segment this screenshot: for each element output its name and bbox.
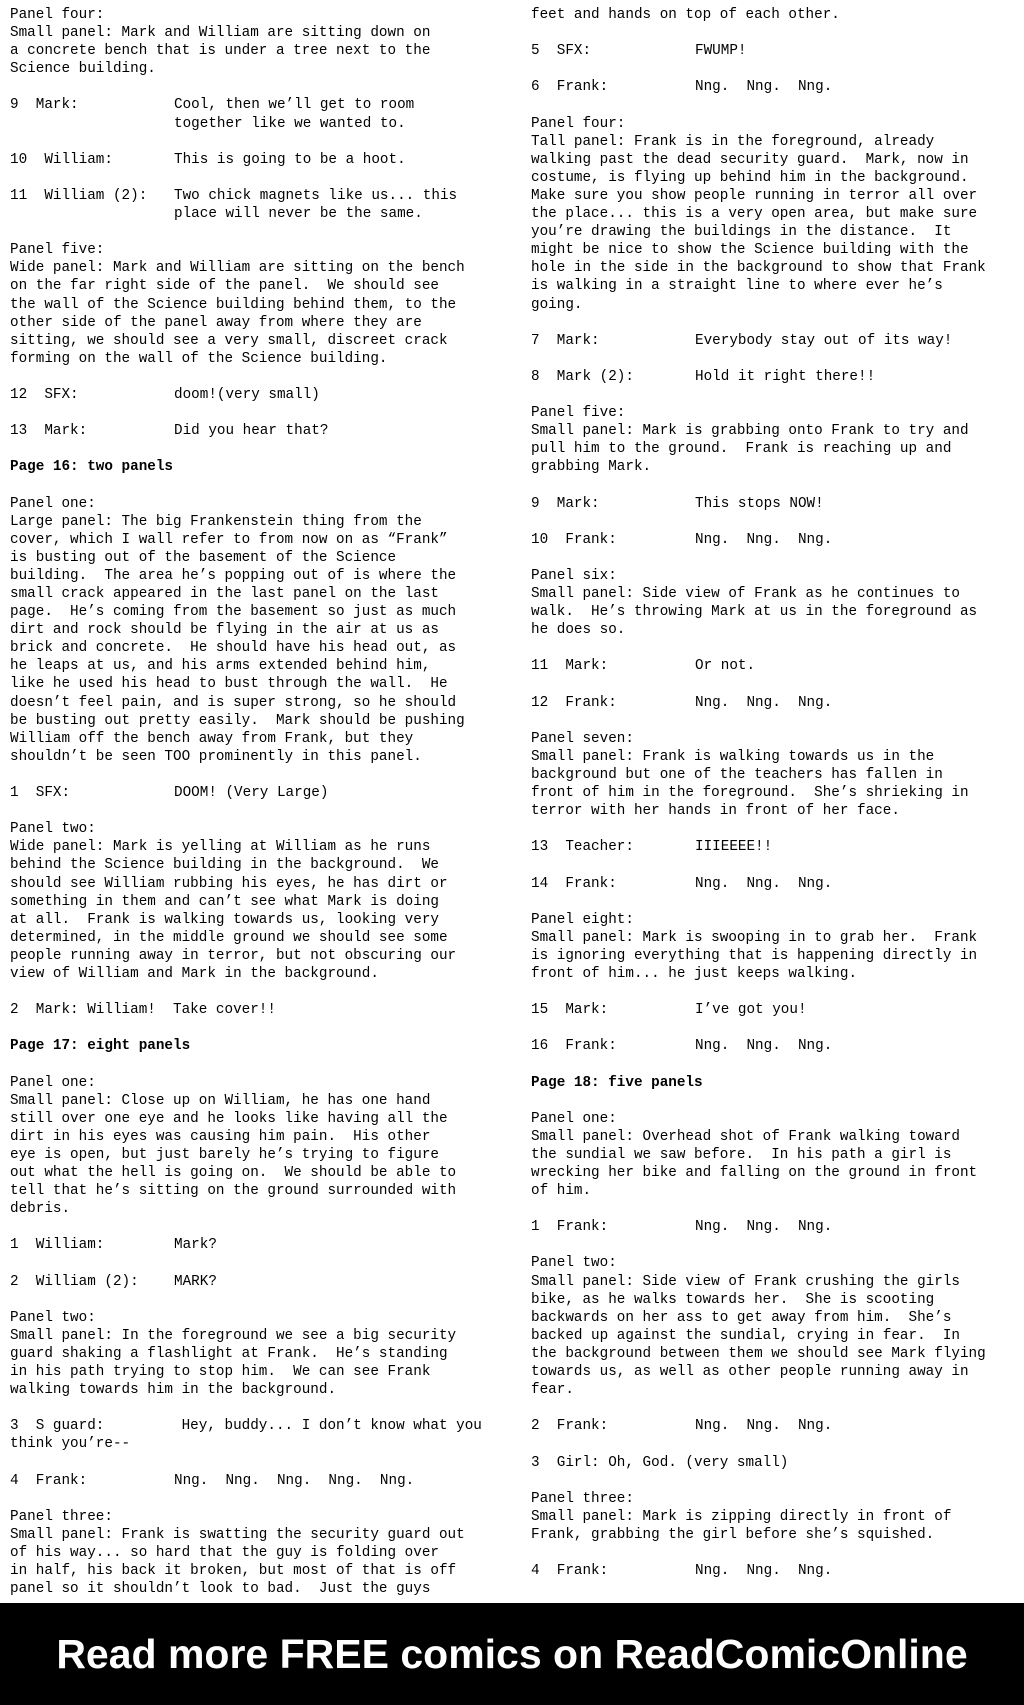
script-paragraph: Panel one: Small panel: Overhead shot of Frank walking toward the sundial we saw before. In his path a girl is wrecking her bike and falling on the ground in front of him. <box>531 1110 978 1200</box>
dialogue-line <box>531 78 1024 96</box>
speaker-label: 6 Frank: <box>531 79 609 96</box>
speaker-label: 16 Frank: <box>531 1038 617 1055</box>
speaker-label: 10 William: <box>10 151 113 168</box>
speaker-label: 2 William (2): <box>10 1273 139 1290</box>
dialogue-text: Hold it right there!! <box>695 368 876 385</box>
speaker-label: 14 Frank: <box>531 875 617 892</box>
dialogue-line <box>531 1417 1024 1435</box>
page-heading: Page 17: eight panels <box>10 1038 191 1055</box>
script-paragraph: feet and hands on top of each other. <box>531 7 840 23</box>
dialogue-text: Nng. Nng. Nng. Nng. Nng. <box>174 1472 415 1489</box>
promo-banner-text[interactable]: Read more FREE comics on ReadComicOnline <box>56 1630 968 1677</box>
script-paragraph: Panel two: Small panel: Side view of Frank crushing the girls bike, as he walks towards her. She is scooting backwards on her ass to get away from him. She’s backed up against the sundial, crying in fear. In the background between them we should see Mark flying towards us, as well as other people running away in fear. <box>531 1255 986 1399</box>
dialogue-line <box>10 1236 505 1254</box>
page-heading: Page 16: two panels <box>10 459 174 476</box>
speaker-label: 4 Frank: <box>10 1472 88 1489</box>
dialogue-text: Nng. Nng. Nng. <box>695 694 833 711</box>
dialogue-text: Everybody stay out of its way! <box>695 332 953 349</box>
dialogue-text: Two chick magnets like us... this place will never be the same. <box>174 187 458 223</box>
dialogue-line <box>531 838 1024 856</box>
dialogue-line <box>531 495 1024 513</box>
speaker-label: 2 Frank: <box>531 1418 609 1435</box>
dialogue-line <box>531 875 1024 893</box>
speaker-label: 8 Mark (2): <box>531 368 634 385</box>
promo-banner[interactable] <box>0 1603 1024 1705</box>
speaker-label: 13 Teacher: <box>531 839 634 856</box>
speaker-label: 7 Mark: <box>531 332 600 349</box>
dialogue-line <box>531 1037 1024 1055</box>
dialogue-line <box>531 694 1024 712</box>
speaker-label: 9 Mark: <box>531 495 600 512</box>
dialogue-text: doom!(very small) <box>174 386 320 403</box>
script-paragraph: Panel five: Small panel: Mark is grabbing onto Frank to try and pull him to the ground. Frank is reaching up and grabbing Mark. <box>531 405 969 476</box>
script-paragraph: Panel three: Small panel: Frank is swatting the security guard out of his way... so hard that the guy is folding over in half, his back it broken, but most of that is off panel so it shouldn’t look to bad. Just the guys <box>10 1508 465 1598</box>
dialogue-line <box>10 422 505 440</box>
dialogue-text: DOOM! (Very Large) <box>174 785 329 802</box>
dialogue-text: Nng. Nng. Nng. <box>695 531 833 548</box>
speaker-label: 9 Mark: <box>10 97 79 114</box>
dialogue-text: Nng. Nng. Nng. <box>695 79 833 96</box>
dialogue-line <box>531 368 1024 386</box>
script-paragraph: 2 Mark: William! Take cover!! <box>10 1002 276 1019</box>
dialogue-text: Nng. Nng. Nng. <box>695 1563 833 1580</box>
dialogue-line <box>10 784 505 802</box>
dialogue-text: Did you hear that? <box>174 423 329 440</box>
left-column <box>10 6 505 1616</box>
dialogue-text: FWUMP! <box>695 43 747 60</box>
speaker-label: 1 Frank: <box>531 1219 609 1236</box>
dialogue-line <box>531 42 1024 60</box>
script-paragraph: Panel five: Wide panel: Mark and William are sitting on the bench on the far right side of the panel. We should see the wall of the Science building behind them, to the other side of the panel away from where they are sitting, we should see a very small, discreet crack forming on the wall of the Science building. <box>10 242 465 367</box>
dialogue-line <box>10 386 505 404</box>
speaker-label: 12 SFX: <box>10 386 79 403</box>
dialogue-line <box>531 531 1024 549</box>
dialogue-line <box>531 657 1024 675</box>
script-paragraph: 3 S guard: Hey, buddy... I don’t know what you think you’re-- <box>10 1418 482 1453</box>
dialogue-line <box>10 187 505 223</box>
dialogue-text: Or not. <box>695 658 756 675</box>
dialogue-line <box>10 151 505 169</box>
dialogue-text: MARK? <box>174 1273 217 1290</box>
speaker-label: 11 William (2): <box>10 187 148 204</box>
script-paragraph: Panel one: Large panel: The big Frankenstein thing from the cover, which I wall refer to from now on as “Frank” is busting out of the basement of the Science building. The area he’s popping out of is where the small crack appeared in the last panel on the last page. He’s coming from the basement so just as much dirt and rock should be flying in the air at us as brick and concrete. He should have his head out, as he leaps at us, and his arms extended behind him, like he used his head to bust through the wall. He doesn’t feel pain, and is super strong, so he should be busting out pretty easily. Mark should be pushing William off the bench away from Frank, but they shouldn’t be seen TOO prominently in this panel. <box>10 495 465 765</box>
speaker-label: 1 SFX: <box>10 785 71 802</box>
dialogue-text: This is going to be a hoot. <box>174 151 406 168</box>
dialogue-text: I’ve got you! <box>695 1002 807 1019</box>
speaker-label: 10 Frank: <box>531 531 617 548</box>
dialogue-line <box>531 1562 1024 1580</box>
dialogue-line <box>10 1273 505 1291</box>
script-paragraph: Panel four: Tall panel: Frank is in the foreground, already walking past the dead security guard. Mark, now in costume, is flying up behind him in the background. Make sure you show people running in terror all over the place... this is a very open area, but make sure you’re drawing the buildings in the distance. It might be nice to show the Science building with the hole in the side in the background to show that Frank is walking in a straight line to where ever he’s going. <box>531 115 986 313</box>
dialogue-text: Nng. Nng. Nng. <box>695 1038 833 1055</box>
dialogue-text: Nng. Nng. Nng. <box>695 1219 833 1236</box>
speaker-label: 12 Frank: <box>531 694 617 711</box>
dialogue-text: Cool, then we’ll get to room together like we wanted to. <box>174 97 415 132</box>
script-paragraph: Panel one: Small panel: Close up on William, he has one hand still over one eye and he looks like having all the dirt in his eyes was causing him pain. His other eye is open, but just barely he’s trying to figure out what the hell is going on. We should be able to tell that he’s sitting on the ground surrounded with debris. <box>10 1074 457 1218</box>
right-column <box>531 6 1024 1598</box>
dialogue-text: This stops NOW! <box>695 495 824 512</box>
script-paragraph: Panel two: Small panel: In the foreground we see a big security guard shaking a flashlight at Frank. He’s standing in his path trying to stop him. We can see Frank walking towards him in the background. <box>10 1309 457 1399</box>
speaker-label: 13 Mark: <box>10 423 88 440</box>
script-paragraph: Panel six: Small panel: Side view of Frank as he continues to walk. He’s throwing Mark at us in the foreground as he does so. <box>531 567 978 639</box>
speaker-label: 11 Mark: <box>531 658 609 675</box>
dialogue-line <box>531 332 1024 350</box>
script-paragraph: Panel four: Small panel: Mark and William are sitting down on a concrete bench that is under a tree next to the Science building. <box>10 7 431 78</box>
dialogue-line <box>531 1001 1024 1019</box>
speaker-label: 15 Mark: <box>531 1002 609 1019</box>
speaker-label: 5 SFX: <box>531 43 592 60</box>
script-paragraph: 3 Girl: Oh, God. (very small) <box>531 1454 789 1471</box>
speaker-label: 1 William: <box>10 1237 105 1254</box>
dialogue-line <box>531 1218 1024 1236</box>
script-paragraph: Panel two: Wide panel: Mark is yelling at William as he runs behind the Science building in the background. We should see William rubbing his eyes, he has dirt or something in them and can’t see what Mark is doing at all. Frank is walking towards us, looking very determined, in the middle ground we should see some people running away in terror, but not obscuring our view of William and Mark in the background. <box>10 821 457 982</box>
script-paragraph: Panel seven: Small panel: Frank is walking towards us in the background but one of the teachers has fallen in front of him in the foreground. She’s shrieking in terror with her hands in front of her face. <box>531 730 969 820</box>
dialogue-text: Nng. Nng. Nng. <box>695 1418 833 1435</box>
speaker-label: 4 Frank: <box>531 1563 609 1580</box>
script-paragraph: Panel eight: Small panel: Mark is swooping in to grab her. Frank is ignoring everything that is happening directly in front of him... he just keeps walking. <box>531 911 978 982</box>
dialogue-text: Nng. Nng. Nng. <box>695 875 833 892</box>
dialogue-text: Mark? <box>174 1237 217 1254</box>
dialogue-text: IIIEEEE!! <box>695 839 773 856</box>
dialogue-line <box>10 1472 505 1490</box>
script-paragraph: Panel three: Small panel: Mark is zipping directly in front of Frank, grabbing the girl before she’s squished. <box>531 1490 952 1543</box>
dialogue-line <box>10 96 505 132</box>
page-heading: Page 18: five panels <box>531 1074 703 1091</box>
